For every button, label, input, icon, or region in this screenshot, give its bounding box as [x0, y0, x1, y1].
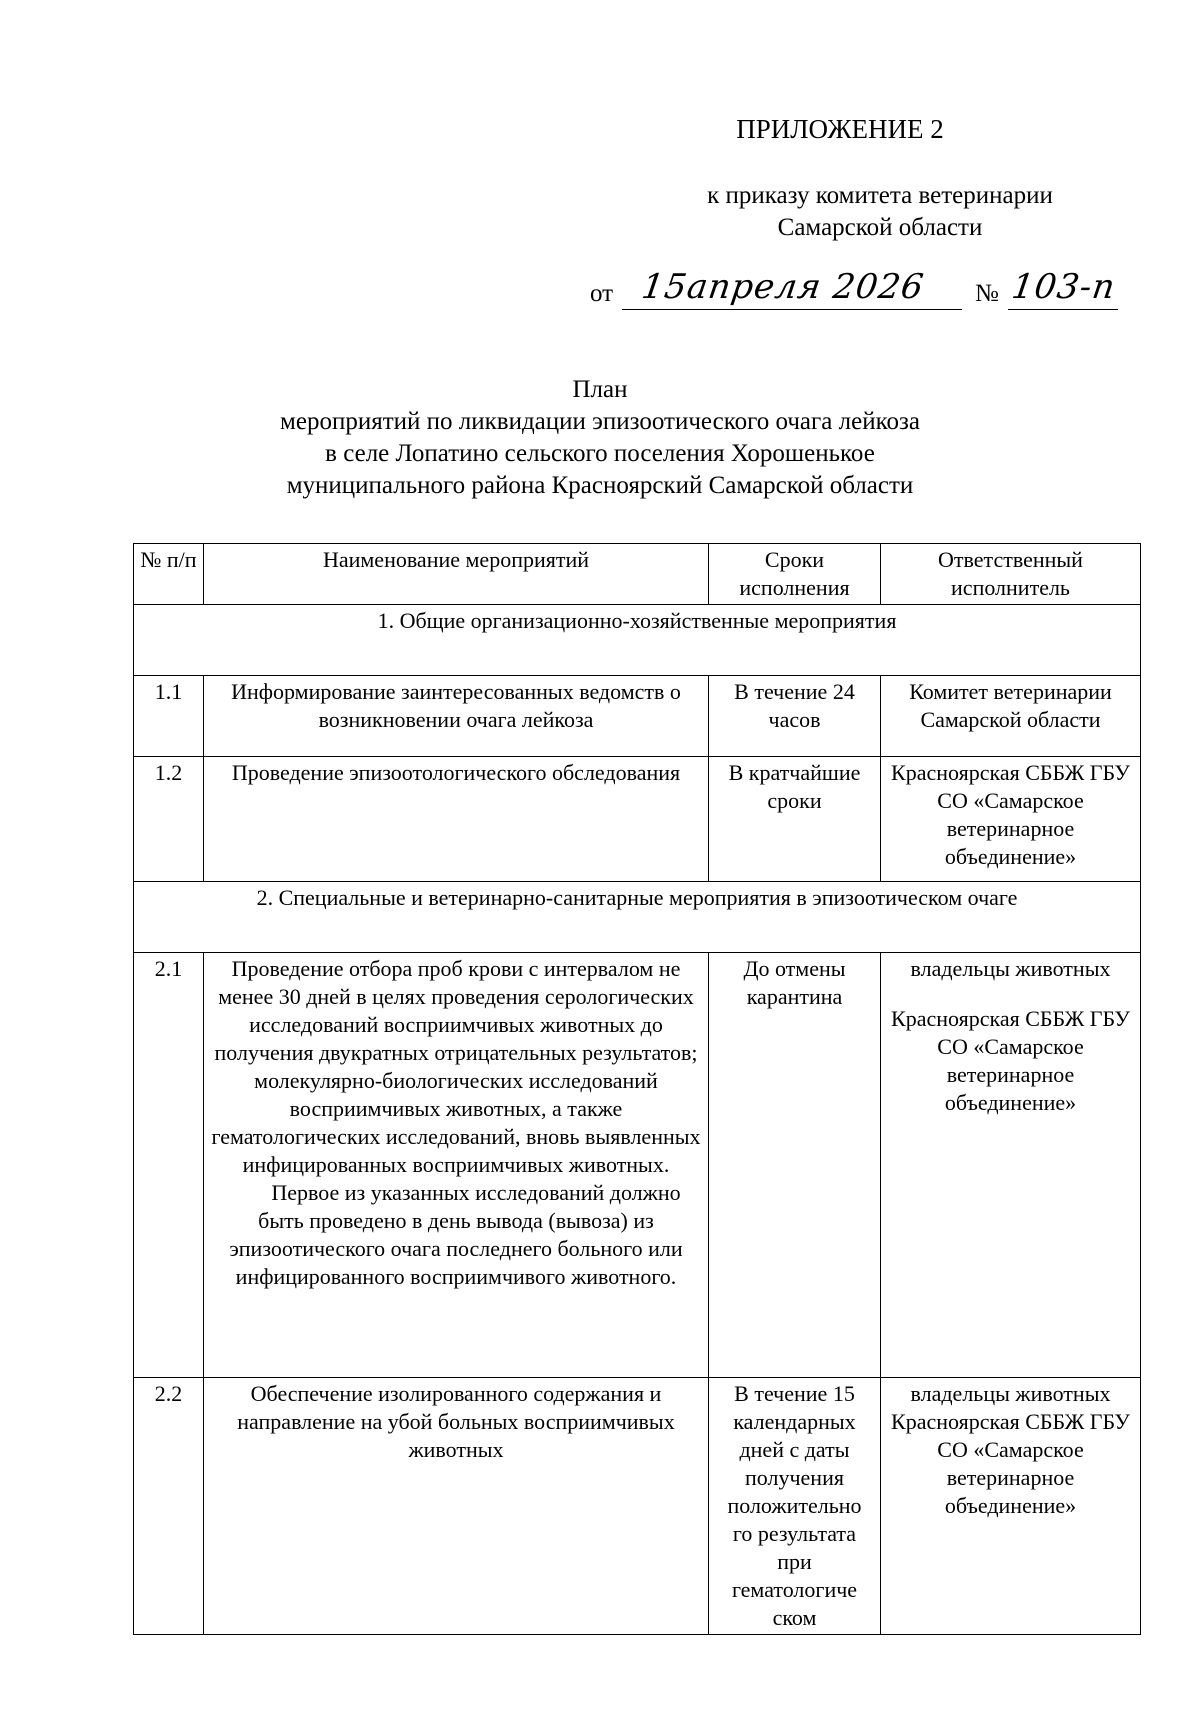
handwritten-number: 103-п	[1009, 267, 1119, 307]
plan-table	[133, 543, 1141, 1635]
row-activity: Проведение эпизоотологического обследования	[204, 757, 709, 882]
row-activity-paragraph	[210, 1179, 702, 1291]
row-responsible	[881, 953, 1141, 1378]
handwritten-date: 15апреля 2026	[639, 267, 927, 307]
table-row	[134, 953, 1141, 1378]
responsible-owner: владельцы животных	[910, 1381, 1111, 1406]
row-num: 1.1	[134, 676, 204, 757]
section-row	[134, 882, 1141, 953]
plan-title: План	[572, 376, 628, 403]
section-title: 2. Специальные и ветеринарно-санитарные мероприятия в эпизоотическом очаге	[134, 882, 1141, 953]
responsible-organization: Красноярская СББЖ ГБУ СО «Самарское ветеринарное объединение»	[891, 1409, 1130, 1518]
row-num: 2.1	[134, 953, 204, 1378]
header-num: № п/п	[134, 544, 204, 605]
table-row	[134, 757, 1141, 882]
plan-subtitle-line1: мероприятий по ликвидации эпизоотического очага лейкоза	[280, 408, 920, 435]
row-activity: Обеспечение изолированного содержания и направление на убой больных восприимчивых животных	[204, 1378, 709, 1635]
table-row	[134, 676, 1141, 757]
order-reference	[640, 180, 1120, 244]
row-term: В кратчайшие сроки	[709, 757, 881, 882]
header-name: Наименование мероприятий	[204, 544, 709, 605]
order-reference-line1: к приказу комитета ветеринарии	[707, 182, 1053, 209]
section-title: 1. Общие организационно-хозяйственные мероприятия	[134, 605, 1141, 676]
row-num: 1.2	[134, 757, 204, 882]
appendix-title: ПРИЛОЖЕНИЕ 2	[736, 114, 944, 144]
order-reference-line2: Самарской области	[777, 214, 983, 241]
table-header-row	[134, 544, 1141, 605]
row-activity: Информирование заинтересованных ведомств о возникновении очага лейкоза	[204, 676, 709, 757]
header-responsible: Ответственный исполнитель	[881, 544, 1141, 605]
row-term: В течение 15 календарных дней с даты получения положительно го результата при гематологиче ском	[709, 1378, 881, 1635]
plan-subtitle-line2: в селе Лопатино сельского поселения Хорошенькое	[325, 440, 875, 467]
row-activity-paragraph-text: Первое из указанных исследований должно быть проведено в день вывода (вывоза) из эпизоотического очага последнего больного или инфицированного восприимчивого животного.	[229, 1180, 683, 1289]
row-activity-paragraph: Проведение отбора проб крови с интервалом не менее 30 дней в целях проведения серологических исследований восприимчивых животных до получения двукратных отрицательных результатов; молекулярно-биологических исследований восприимчивых животных, а также гематологических исследований, вновь выявленных инфицированных восприимчивых животных.	[211, 956, 701, 1177]
responsible-organization: Красноярская СББЖ ГБУ СО «Самарское ветеринарное объединение»	[891, 1006, 1130, 1115]
number-field	[1008, 269, 1118, 310]
row-activity	[204, 953, 709, 1378]
number-prefix: №	[975, 280, 999, 307]
row-responsible: Красноярская СББЖ ГБУ СО «Самарское ветеринарное объединение»	[881, 757, 1141, 882]
plan-subtitle-line3: муниципального района Красноярский Самарской области	[286, 472, 914, 499]
row-term: В течение 24 часов	[709, 676, 881, 757]
row-num: 2.2	[134, 1378, 204, 1635]
row-responsible	[881, 1378, 1141, 1635]
row-responsible: Комитет ветеринарии Самарской области	[881, 676, 1141, 757]
date-prefix: от	[590, 280, 614, 307]
plan-heading	[150, 374, 1050, 502]
table-row	[134, 1378, 1141, 1635]
responsible-owner: владельцы животных	[910, 956, 1111, 981]
date-field	[622, 269, 962, 310]
section-row	[134, 605, 1141, 676]
order-date-number	[590, 267, 1150, 314]
row-term: До отмены карантина	[709, 953, 881, 1378]
header-term: Сроки исполнения	[709, 544, 881, 605]
